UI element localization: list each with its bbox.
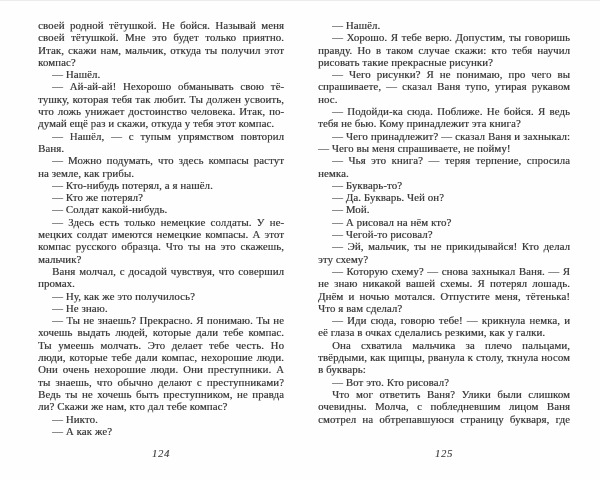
book-page-right	[300, 1, 600, 480]
page-number-right: 125	[434, 449, 454, 460]
paragraph: — Чего принадлежит? — сказал Ваня и захныкал: — Чего вы меня спрашиваете, не пойму!	[318, 130, 570, 155]
paragraph: — Нашёл.	[332, 20, 381, 32]
book-page-left	[0, 1, 300, 480]
paragraph: — Эй, мальчик, ты не прикидывайся! Кто делал эту схему?	[318, 241, 570, 266]
paragraph: своей родной тётушкой. Не бойся. Называй меня своей тётушкой. Мне это будет только приятно. Итак, скажи нам, мальчик, откуда ты получил этот компас?	[38, 20, 284, 69]
paragraph: — Да. Букварь. Чей он?	[332, 192, 444, 205]
paragraph: — Вот это. Кто рисовал?	[332, 376, 449, 389]
paragraph: — Можно подумать, что здесь компасы растут на земле, как грибы.	[38, 155, 284, 180]
paragraph: — Никто.	[52, 413, 98, 426]
paragraph: — Солдат какой-нибудь.	[52, 204, 168, 217]
paragraph: — Чья это книга? — теряя терпение, спросила немка.	[318, 155, 570, 180]
paragraph: — Кто-нибудь потерял, а я нашёл.	[52, 179, 213, 192]
paragraph: — Чегой-то рисовал?	[332, 229, 433, 242]
paragraph: — Не знаю.	[52, 302, 108, 315]
paragraph: — А как же?	[52, 425, 113, 438]
paragraph: — Которую схему? — снова захныкал Ваня. — Я не знаю никакой вашей схемы. Я потерял лошадь. Днём и ночью мотался. Отпустите меня, тётенька! Что я вам сделал?	[318, 265, 570, 315]
paragraph: Что мог ответить Ваня? Улики были слишком очевидны. Молча, с побледневшим лицом Ваня смотрел на обтрепавшуюся страницу букваря, где	[318, 388, 570, 426]
paragraph: — Нашёл.	[52, 69, 101, 82]
page-right-text	[300, 1, 600, 426]
paragraph: — Иди сюда, говорю тебе! — крикнула немка, и её глаза в очках сделались резкими, как у галки.	[318, 315, 570, 340]
paragraph: — Кто же потерял?	[52, 192, 143, 205]
paragraph: Ваня молчал, с досадой чувствуя, что совершил промах.	[38, 265, 284, 291]
paragraph: — Букварь-то?	[332, 179, 403, 192]
paragraph: — Мой.	[332, 204, 370, 217]
paragraph: Она схватила мальчика за плечо пальцами, твёрдыми, как щипцы, рванула к столу, ткнула носом в букварь:	[318, 339, 570, 377]
paragraph: — Хорошо. Я тебе верю. Допустим, ты говоришь правду. Но в таком случае скажи: кто тебя научил рисовать такие прекрасные рисунки?	[318, 32, 570, 69]
paragraph: — Ай-ай-ай! Нехорошо обманывать свою тётушку, которая тебя так любит. Ты должен усвоить, что ложь унижает достоинство человека. Итак, подумай ещё раз и скажи, откуда у тебя этот компас.	[38, 81, 284, 131]
paragraph: — А рисовал на нём кто?	[332, 216, 452, 229]
page-left-text	[0, 1, 300, 438]
paragraph: — Здесь есть только немецкие солдаты. У немецких солдат имеются немецкие компасы. А этот компас русского образца. Что ты на это скажешь, мальчик?	[38, 216, 284, 266]
page-number-left: 124	[151, 449, 171, 460]
paragraph: — Нашёл, — с тупым упрямством повторил Ваня.	[38, 130, 284, 155]
paragraph: — Ты не знаешь? Прекрасно. Я понимаю. Ты не хочешь выдать людей, которые дали тебе компас. Ты умеешь молчать. Это делает тебе честь. Но люди, которые тебе дали компас, нехорошие люди. Они очень нехорошие люди. Они преступники. А ты знаешь, что обычно делают с преступниками? Ведь ты не хочешь быть преступником, не правда ли? Скажи же нам, кто дал тебе компас?	[38, 315, 284, 414]
paragraph: — Чего рисунки? Я не понимаю, про чего вы спрашиваете, — сказал Ваня тупо, утирая рукавом нос.	[318, 69, 570, 106]
paragraph: — Подойди-ка сюда. Поближе. Не бойся. Я ведь тебя не бью. Кому принадлежит эта книга?	[318, 106, 570, 131]
paragraph: — Ну, как же это получилось?	[52, 290, 195, 303]
